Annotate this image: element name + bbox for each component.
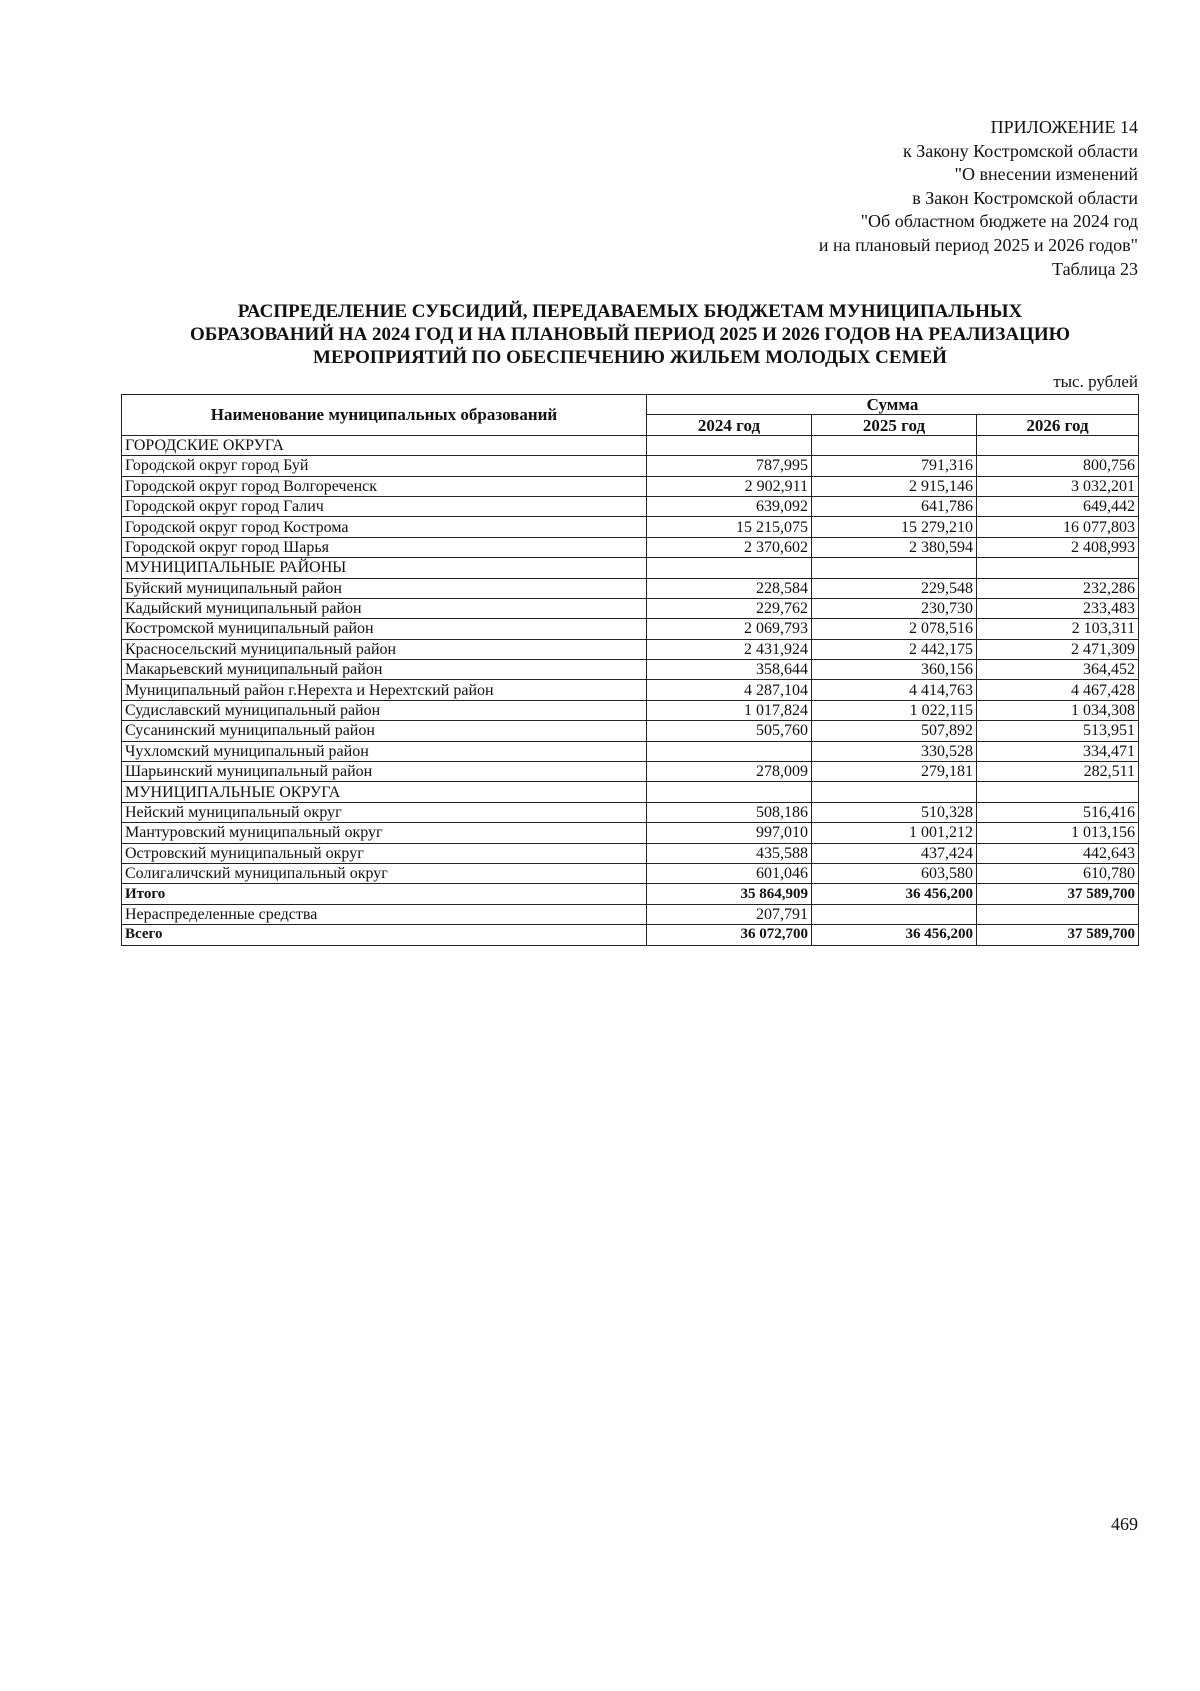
value-2026-cell: 16 077,803 [977, 517, 1139, 537]
value-2024-cell: 35 864,909 [647, 884, 812, 904]
row-name-cell: Буйский муниципальный район [122, 578, 647, 598]
value-2026-cell: 2 103,311 [977, 619, 1139, 639]
table-row [122, 639, 1139, 659]
row-name-cell: Городской округ город Галич [122, 496, 647, 516]
value-2026-cell: 4 467,428 [977, 680, 1139, 700]
value-2024-cell [647, 741, 812, 761]
row-name-cell: Итого [122, 884, 647, 904]
appendix-line: к Закону Костромской области [902, 140, 1138, 161]
row-name-cell: Шарьинский муниципальный район [122, 762, 647, 782]
value-2025-cell: 36 456,200 [812, 925, 977, 945]
sum-column-header: Сумма [647, 395, 1139, 415]
value-2026-cell: 37 589,700 [977, 884, 1139, 904]
value-2024-cell: 997,010 [647, 823, 812, 843]
table-row [122, 802, 1139, 822]
value-2025-cell: 36 456,200 [812, 884, 977, 904]
value-2025-cell: 279,181 [812, 762, 977, 782]
row-name-cell: Городской округ город Кострома [122, 517, 647, 537]
value-2024-cell: 4 287,104 [647, 680, 812, 700]
value-2024-cell [647, 435, 812, 455]
value-2025-cell: 230,730 [812, 598, 977, 618]
value-2024-cell: 278,009 [647, 762, 812, 782]
value-2025-cell: 2 442,175 [812, 639, 977, 659]
value-2025-cell: 510,328 [812, 802, 977, 822]
table-row [122, 721, 1139, 741]
table-row [122, 598, 1139, 618]
table-body [122, 435, 1139, 945]
value-2026-cell: 442,643 [977, 843, 1139, 863]
row-name-cell: Городской округ город Волгореченск [122, 476, 647, 496]
value-2026-cell: 2 408,993 [977, 537, 1139, 557]
value-2026-cell: 334,471 [977, 741, 1139, 761]
value-2026-cell: 649,442 [977, 496, 1139, 516]
row-name-cell: Чухломский муниципальный район [122, 741, 647, 761]
value-2025-cell: 229,548 [812, 578, 977, 598]
section-row [122, 558, 1139, 578]
row-name-cell: Кадыйский муниципальный район [122, 598, 647, 618]
title-line: РАСПРЕДЕЛЕНИЕ СУБСИДИЙ, ПЕРЕДАВАЕМЫХ БЮДЖЕТАМ МУНИЦИПАЛЬНЫХ [237, 301, 1023, 322]
value-2026-cell: 1 034,308 [977, 700, 1139, 720]
page-number: 469 [1111, 1514, 1138, 1534]
row-name-cell: Макарьевский муниципальный район [122, 660, 647, 680]
value-2024-cell: 505,760 [647, 721, 812, 741]
value-2024-cell: 787,995 [647, 456, 812, 476]
value-2025-cell: 641,786 [812, 496, 977, 516]
table-number: Таблица 23 [1052, 258, 1138, 279]
row-name-cell: ГОРОДСКИЕ ОКРУГА [122, 435, 647, 455]
value-2026-cell: 516,416 [977, 802, 1139, 822]
value-2025-cell: 4 414,763 [812, 680, 977, 700]
table-row [122, 619, 1139, 639]
value-2024-cell: 36 072,700 [647, 925, 812, 945]
value-2024-cell: 508,186 [647, 802, 812, 822]
table-row [122, 904, 1139, 924]
value-2026-cell: 233,483 [977, 598, 1139, 618]
row-name-cell: МУНИЦИПАЛЬНЫЕ ОКРУГА [122, 782, 647, 802]
title-line: МЕРОПРИЯТИЙ ПО ОБЕСПЕЧЕНИЮ ЖИЛЬЕМ МОЛОДЫХ СЕМЕЙ [313, 347, 947, 368]
value-2025-cell: 15 279,210 [812, 517, 977, 537]
value-2024-cell: 435,588 [647, 843, 812, 863]
row-name-cell: Судиславский муниципальный район [122, 700, 647, 720]
value-2024-cell: 601,046 [647, 863, 812, 883]
section-row [122, 435, 1139, 455]
value-2026-cell: 232,286 [977, 578, 1139, 598]
appendix-line: в Закон Костромской области [912, 187, 1138, 208]
value-2026-cell: 610,780 [977, 863, 1139, 883]
year-header-2024: 2024 год [647, 415, 812, 435]
table-row [122, 700, 1139, 720]
value-2026-cell: 282,511 [977, 762, 1139, 782]
value-2024-cell: 207,791 [647, 904, 812, 924]
value-2025-cell: 2 915,146 [812, 476, 977, 496]
year-header-2025: 2025 год [812, 415, 977, 435]
value-2025-cell: 507,892 [812, 721, 977, 741]
value-2025-cell: 330,528 [812, 741, 977, 761]
value-2026-cell [977, 782, 1139, 802]
value-2024-cell: 229,762 [647, 598, 812, 618]
appendix-line: "Об областном бюджете на 2024 год [860, 211, 1138, 232]
row-name-cell: Городской округ город Буй [122, 456, 647, 476]
value-2024-cell: 639,092 [647, 496, 812, 516]
value-2024-cell: 2 902,911 [647, 476, 812, 496]
value-2025-cell: 437,424 [812, 843, 977, 863]
table-row [122, 578, 1139, 598]
total-row [122, 925, 1139, 945]
table-row [122, 843, 1139, 863]
section-row [122, 782, 1139, 802]
value-2024-cell: 1 017,824 [647, 700, 812, 720]
value-2025-cell: 603,580 [812, 863, 977, 883]
value-2024-cell: 2 069,793 [647, 619, 812, 639]
year-header-2026: 2026 год [977, 415, 1139, 435]
table-row [122, 537, 1139, 557]
value-2026-cell: 3 032,201 [977, 476, 1139, 496]
table-row [122, 762, 1139, 782]
value-2025-cell: 1 001,212 [812, 823, 977, 843]
value-2025-cell: 360,156 [812, 660, 977, 680]
row-name-cell: Нейский муниципальный округ [122, 802, 647, 822]
value-2026-cell [977, 435, 1139, 455]
value-2024-cell: 228,584 [647, 578, 812, 598]
appendix-header [618, 116, 1138, 281]
value-2026-cell: 2 471,309 [977, 639, 1139, 659]
value-2025-cell: 2 078,516 [812, 619, 977, 639]
table-row [122, 456, 1139, 476]
row-name-cell: Костромской муниципальный район [122, 619, 647, 639]
subsidy-table [121, 394, 1139, 946]
table-row [122, 660, 1139, 680]
appendix-line: "О внесении изменений [954, 164, 1138, 185]
value-2025-cell [812, 558, 977, 578]
value-2025-cell: 791,316 [812, 456, 977, 476]
value-2025-cell: 1 022,115 [812, 700, 977, 720]
value-2024-cell [647, 558, 812, 578]
table-row [122, 863, 1139, 883]
row-name-cell: Красносельский муниципальный район [122, 639, 647, 659]
value-2026-cell: 513,951 [977, 721, 1139, 741]
table-row [122, 741, 1139, 761]
value-2024-cell: 358,644 [647, 660, 812, 680]
value-2026-cell: 364,452 [977, 660, 1139, 680]
value-2026-cell: 800,756 [977, 456, 1139, 476]
value-2025-cell [812, 904, 977, 924]
value-2026-cell [977, 904, 1139, 924]
row-name-cell: Солигаличский муниципальный округ [122, 863, 647, 883]
table-row [122, 496, 1139, 516]
row-name-cell: Нераспределенные средства [122, 904, 647, 924]
row-name-cell: Муниципальный район г.Нерехта и Нерехтский район [122, 680, 647, 700]
value-2026-cell: 1 013,156 [977, 823, 1139, 843]
name-column-header: Наименование муниципальных образований [122, 395, 647, 436]
row-name-cell: Городской округ город Шарья [122, 537, 647, 557]
document-title [120, 300, 1140, 369]
value-2024-cell: 15 215,075 [647, 517, 812, 537]
value-2026-cell: 37 589,700 [977, 925, 1139, 945]
value-2024-cell: 2 370,602 [647, 537, 812, 557]
appendix-line: ПРИЛОЖЕНИЕ 14 [990, 117, 1138, 137]
appendix-line: и на плановый период 2025 и 2026 годов" [818, 234, 1138, 255]
row-name-cell: Всего [122, 925, 647, 945]
table-row [122, 823, 1139, 843]
total-row [122, 884, 1139, 904]
table-row [122, 517, 1139, 537]
table-row [122, 680, 1139, 700]
value-2024-cell [647, 782, 812, 802]
row-name-cell: Мантуровский муниципальный округ [122, 823, 647, 843]
value-2025-cell [812, 782, 977, 802]
value-2024-cell: 2 431,924 [647, 639, 812, 659]
title-line: ОБРАЗОВАНИЙ НА 2024 ГОД И НА ПЛАНОВЫЙ ПЕРИОД 2025 И 2026 ГОДОВ НА РЕАЛИЗАЦИЮ [189, 324, 1071, 345]
units-label: тыс. рублей [1053, 372, 1138, 391]
value-2025-cell [812, 435, 977, 455]
row-name-cell: Островский муниципальный округ [122, 843, 647, 863]
table-row [122, 476, 1139, 496]
row-name-cell: МУНИЦИПАЛЬНЫЕ РАЙОНЫ [122, 558, 647, 578]
value-2026-cell [977, 558, 1139, 578]
row-name-cell: Сусанинский муниципальный район [122, 721, 647, 741]
value-2025-cell: 2 380,594 [812, 537, 977, 557]
